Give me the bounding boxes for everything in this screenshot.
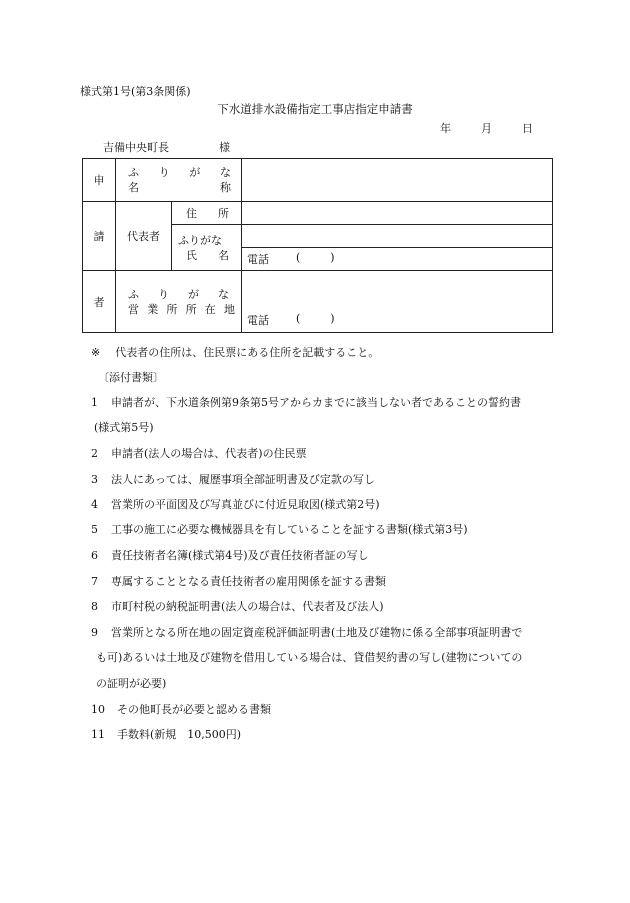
name-field[interactable]: [242, 159, 553, 202]
attachment-item: 4 営業所の平面図及び写真並びに付近見取図(様式第2号): [91, 498, 380, 511]
date-line: [440, 120, 533, 136]
addressee: [103, 139, 230, 155]
attachment-item: 8 市町村税の納税証明書(法人の場合は、代表者及び法人): [91, 600, 384, 613]
attachment-item: 3 法人にあっては、履歴事項全部証明書及び定款の写し: [91, 473, 375, 486]
date-day: 日: [522, 122, 533, 135]
note-mark: ※: [91, 346, 101, 359]
rep-furigana-field[interactable]: [242, 225, 553, 248]
address-field[interactable]: [242, 202, 553, 225]
attachment-item: 6 責任技術者名簿(様式第4号)及び責任技術者証の写し: [91, 549, 369, 562]
note-text: 代表者の住所は、住民票にある住所を記載すること。: [115, 346, 380, 359]
phone-label: 電話: [247, 253, 269, 266]
addressee-honorific: 様: [219, 141, 230, 154]
form-number: 様式第1号(第3条関係): [80, 85, 191, 98]
attachment-item: の証明が必要): [96, 677, 167, 690]
furigana-label: ふ り が な: [128, 166, 231, 179]
rep-furigana-label: ふりがな: [178, 233, 222, 247]
attachment-item: 7 専属することとなる責任技術者の雇用関係を証する書類: [91, 575, 386, 588]
applicant-table: [82, 158, 553, 333]
attachments-heading: 〔添付書類〕: [98, 371, 164, 384]
addressee-name: 吉備中央町長: [103, 141, 169, 154]
office-label-cell: [116, 271, 242, 333]
attachment-item: 5 工事の施工に必要な機械器具を有していることを証する書類(様式第3号): [91, 523, 468, 536]
rep-phone-field[interactable]: 電話 ( ): [242, 248, 553, 271]
attachment-item: (様式第5号): [94, 421, 154, 434]
rep-name-label-cell: [172, 225, 242, 271]
attachment-item: 9 営業所となる所在地の固定資産税評価証明書(土地及び建物に係る全部事項証明書で: [91, 626, 523, 639]
attachment-item: 11 手数料(新規 10,500円): [91, 728, 242, 741]
attachment-item: 1 申請者が、下水道条例第9条第5号アからカまでに該当しない者であることの誓約書: [91, 396, 521, 409]
name-label: 名 称: [128, 181, 231, 194]
row-label-sei: 請: [83, 202, 116, 271]
attachment-item: も可)あるいは土地及び建物を借用している場合は、貸借契約書の写し(建物についての: [96, 651, 523, 664]
row-label-shin: 申: [83, 159, 116, 202]
document-title: 下水道排水設備指定工事店指定申請書: [217, 102, 413, 116]
row-label-sha: 者: [83, 271, 116, 333]
office-furigana-label: ふ り が な: [128, 287, 229, 301]
representative-label: 代表者: [116, 202, 172, 271]
name-label-cell: [116, 159, 242, 202]
note-line: [91, 344, 379, 360]
office-location-label: 営 業 所 所 在 地: [128, 302, 235, 316]
address-label: 住 所: [172, 202, 242, 225]
office-field[interactable]: 電話 ( ): [242, 271, 553, 333]
date-year: 年: [440, 122, 451, 135]
attachment-item: 2 申請者(法人の場合は、代表者)の住民票: [91, 447, 307, 460]
attachment-item: 10 その他町長が必要と認める書類: [91, 703, 271, 716]
office-phone-label: 電話: [247, 314, 269, 327]
rep-name-label: 氏 名: [186, 248, 229, 262]
date-month: 月: [481, 122, 492, 135]
